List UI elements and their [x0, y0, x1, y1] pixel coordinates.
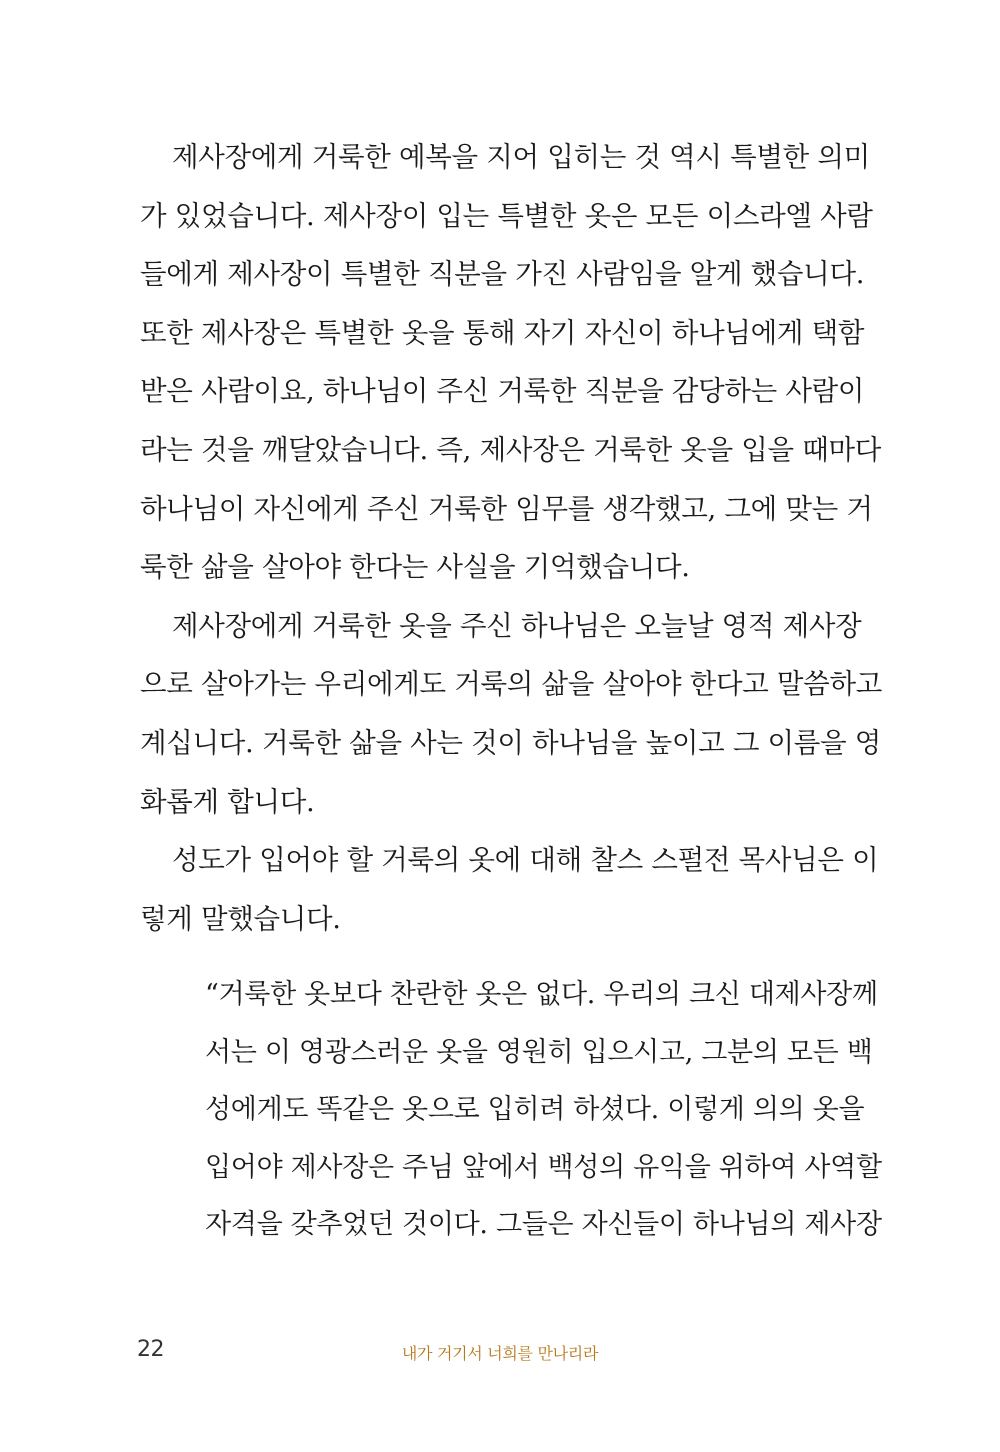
block-quote	[205, 966, 882, 1254]
running-footer-title: 내가 거기서 너희를 만나리라	[401, 1344, 599, 1363]
text-line: 들에게 제사장이 특별한 직분을 가진 사람임을 알게 했습니다.	[140, 258, 865, 291]
text-line: 제사장에게 거룩한 예복을 지어 입히는 것 역시 특별한 의미	[172, 141, 870, 173]
text-line: 룩한 삶을 살아야 한다는 사실을 기억했습니다.	[140, 551, 690, 584]
quote-line: 서는 이 영광스러운 옷을 영원히 입으시고, 그분의 모든 백	[205, 1036, 873, 1068]
text-line: 화롭게 합니다.	[140, 785, 315, 818]
text-line: 하나님이 자신에게 주신 거룩한 임무를 생각했고, 그에 맞는 거	[140, 492, 873, 525]
text-line: 계십니다. 거룩한 삶을 사는 것이 하나님을 높이고 그 이름을 영	[140, 726, 882, 759]
body-text	[140, 128, 882, 948]
paragraph-1	[140, 128, 882, 597]
quote-line: 자격을 갖추었던 것이다. 그들은 자신들이 하나님의 제사장	[205, 1209, 882, 1241]
quote-line: 성에게도 똑같은 옷으로 입히려 하셨다. 이렇게 의의 옷을	[205, 1094, 865, 1126]
quote-line: 입어야 제사장은 주님 앞에서 백성의 유익을 위하여 사역할	[205, 1151, 882, 1183]
page-number: 22	[137, 1337, 164, 1362]
text-line: 가 있었습니다. 제사장이 입는 특별한 옷은 모든 이스라엘 사람	[140, 199, 873, 232]
text-line: 으로 살아가는 우리에게도 거룩의 삶을 살아야 한다고 말씀하고	[140, 668, 882, 701]
text-line: 또한 제사장은 특별한 옷을 통해 자기 자신이 하나님에게 택함	[140, 316, 865, 349]
paragraph-2	[140, 597, 882, 831]
text-line: 받은 사람이요, 하나님이 주신 거룩한 직분을 감당하는 사람이	[140, 375, 865, 408]
text-line: 성도가 입어야 할 거룩의 옷에 대해 찰스 스펄전 목사님은 이	[172, 844, 879, 877]
text-line: 라는 것을 깨달았습니다. 즉, 제사장은 거룩한 옷을 입을 때마다	[140, 433, 882, 466]
text-line: 렇게 말했습니다.	[140, 902, 341, 935]
paragraph-3	[140, 831, 879, 948]
quote-line: “거룩한 옷보다 찬란한 옷은 없다. 우리의 크신 대제사장께	[205, 979, 878, 1010]
text-line: 제사장에게 거룩한 옷을 주신 하나님은 오늘날 영적 제사장	[172, 609, 862, 642]
